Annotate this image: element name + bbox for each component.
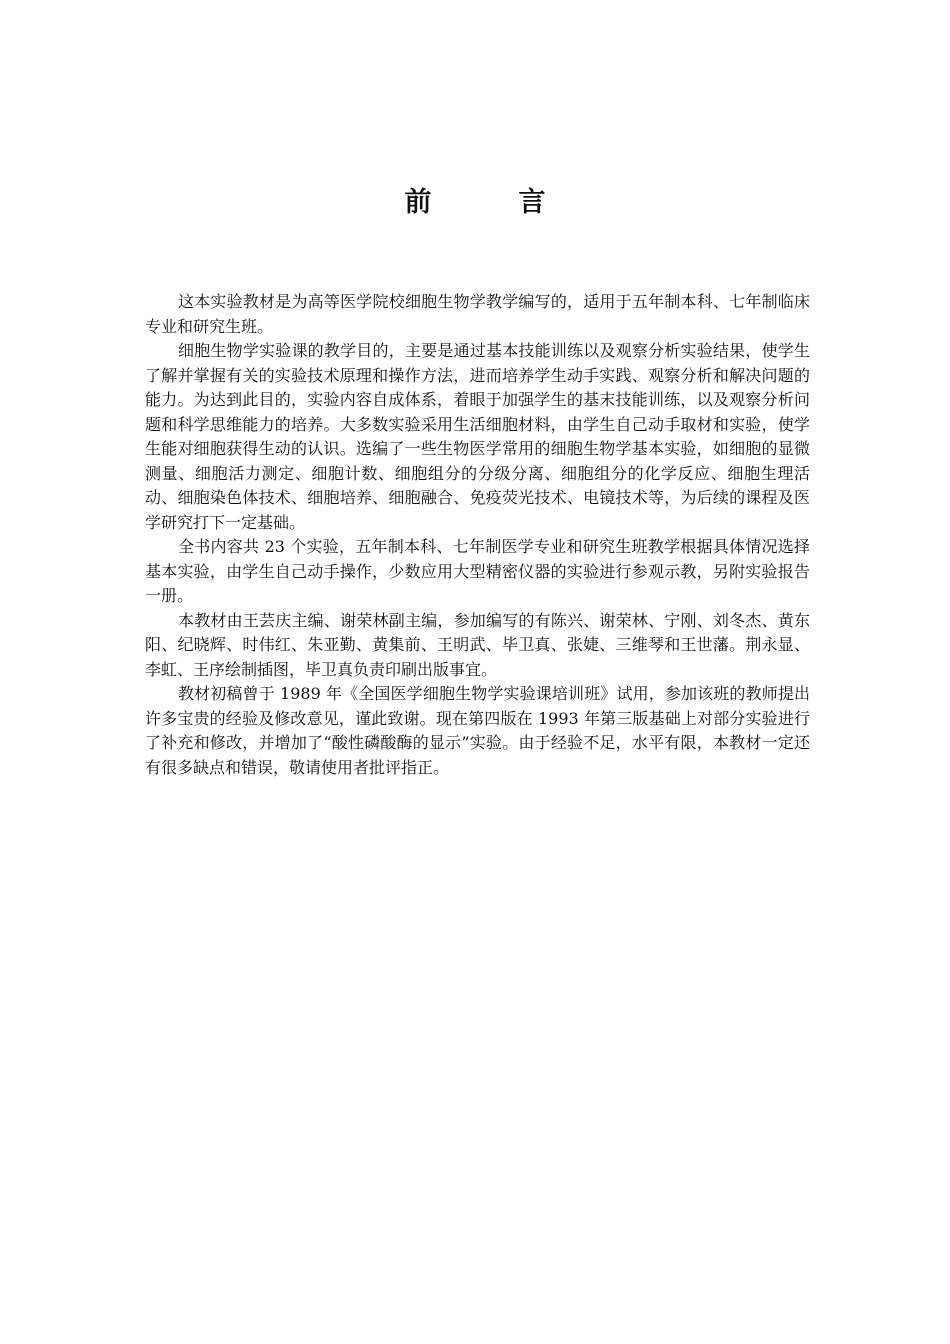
- paragraph: 这本实验教材是为高等医学院校细胞生物学教学编写的，适用于五年制本科、七年制临床专业和研究生班。: [145, 292, 810, 336]
- paragraph: 全书内容共 23 个实验，五年制本科、七年制医学专业和研究生班教学根据具体情况选择基本实验，由学生自己动手操作，少数应用大型精密仪器的实验进行参观示教，另附实验报告一册。: [145, 537, 810, 605]
- paragraph: 本教材由王芸庆主编、谢荣林副主编，参加编写的有陈兴、谢荣林、宁刚、刘冬杰、黄东阳、纪晓辉、时伟红、朱亚勤、黄集前、王明武、毕卫真、张婕、三维琴和王世藩。荆永显、李虹、王序绘制插图，毕卫真负责印刷出版事宜。: [145, 610, 810, 679]
- paragraph: 细胞生物学实验课的教学目的，主要是通过基本技能训练以及观察分析实验结果，使学生了解并掌握有关的实验技术原理和操作方法，进而培养学生动手实践、观察分析和解决问题的能力。为达到此目的，实验内容自成体系，着眼于加强学生的基末技能训练，以及观察分析问题和科学思维能力的培养。大多数实验采用生活细胞材料，由学生自己动手取材和实验，使学生能对细胞获得生动的认识。选编了一些生物医学常用的细胞生物学基本实验，如细胞的显微测量、细胞活力测定、细胞计数、细胞组分的分级分离、细胞组分的化学反应、细胞生理活动、细胞染色体技术、细胞培养、细胞融合、免疫荧光技术、电镜技术等，为后续的课程及医学研究打下一定基础。: [145, 341, 810, 532]
- paragraph: 教材初稿曾于 1989 年《全国医学细胞生物学实验课培训班》试用，参加该班的教师提出许多宝贵的经验及修改意见，谨此致谢。现在第四版在 1993 年第三版基础上对部分实验进行了补充和修改，并增加了“酸性磷酸酶的显示”实验。由于经验不足，水平有限，本教材一定还有很多缺点和错误，敬请使用者批评指正。: [145, 684, 810, 777]
- preface-body: [145, 290, 810, 780]
- page-title: 前 言: [404, 187, 576, 218]
